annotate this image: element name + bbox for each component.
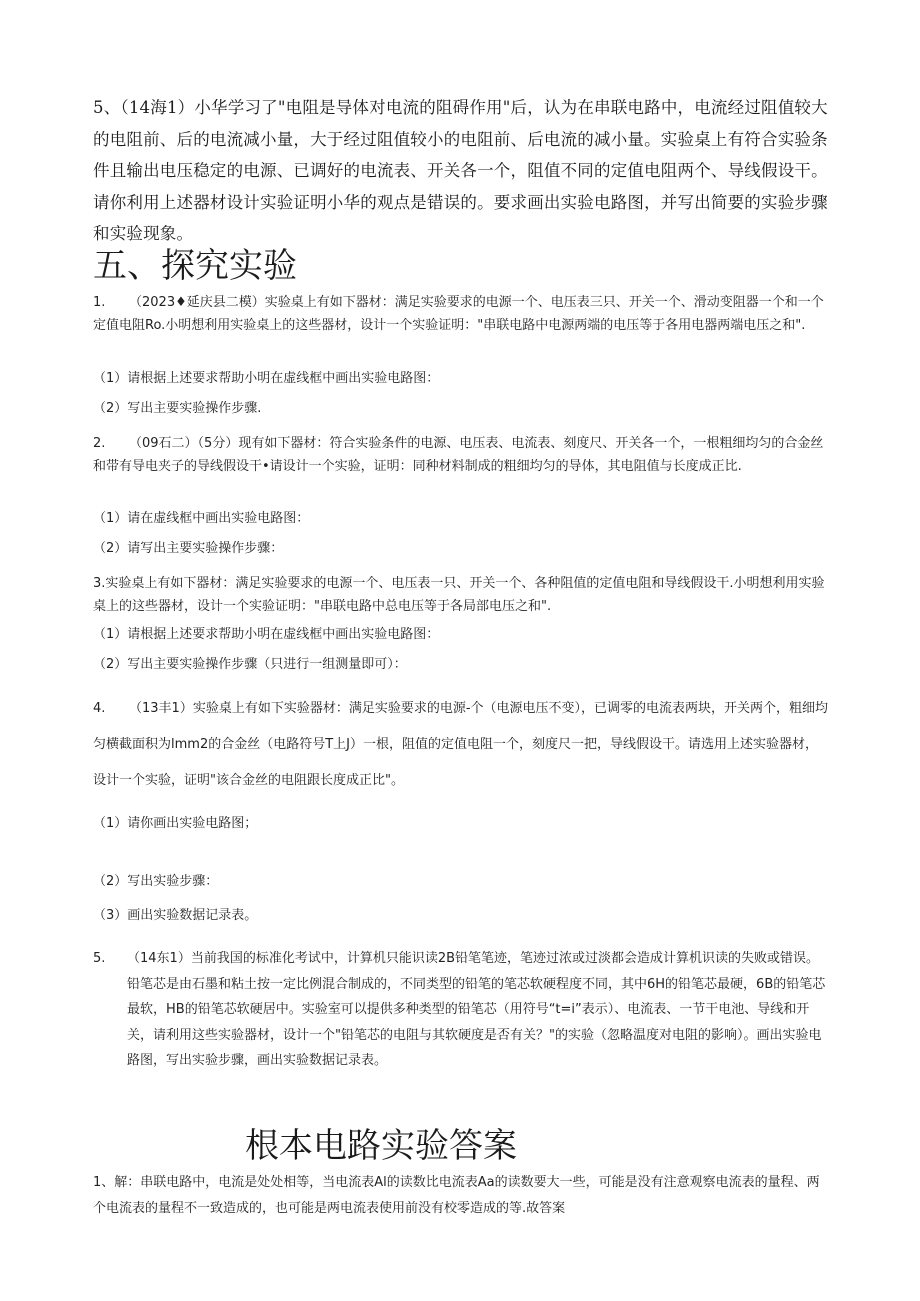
question-4 bbox=[93, 691, 828, 799]
question-1 bbox=[93, 291, 828, 337]
question-3-sub-1: （1）请根据上述要求帮助小明在虚线框中画出实验电路图： bbox=[93, 627, 440, 642]
question-1-sub-2: （2）写出主要实验操作步骤. bbox=[93, 401, 262, 416]
question-5-number: 5. bbox=[93, 951, 106, 966]
question-4-sub-3: （3）画出实验数据记录表。 bbox=[93, 908, 258, 923]
problem-5-paragraph: 5、（14海1）小华学习了"电阻是导体对电流的阻碍作用"后，认为在串联电路中，电流经过阻值较大的电阻前、后的电流减小量，大于经过阻值较小的电阻前、后电流的减小量。实验桌上有符合实验条件且输出电压稳定的电源、已调好的电流表、开关各一个，阻值不同的定值电阻两个、导线假设干。请你利用上述器材设计实验证明小华的观点是错误的。要求画出实验电路图，并写出简要的实验步骤和实验现象。 bbox=[93, 98, 828, 243]
question-2-sub-1: （1）请在虚线框中画出实验电路图： bbox=[93, 511, 310, 526]
question-5-text: （14东1）当前我国的标准化考试中，计算机只能识读2B铅笔笔迹，笔迹过浓或过淡都会造成计算机识读的失败或错误。铅笔芯是由石墨和粘土按一定比例混合制成的，不同类型的铅笔的笔芯软硬程度不同，其中6H的铅笔芯最硬，6B的铅笔芯最软，HB的铅笔芯软硬居中。实验室可以提供多种类型的铅笔芯（用符号“t=i”表示）、电流表、一节干电池、导线和开关，请利用这些实验器材，设计一个"铅笔芯的电阻与其软硬度是否有关？"的实验（忽略温度对电阻的影响）。画出实验电路图，写出实验步骤，画出实验数据记录表。 bbox=[127, 951, 826, 1068]
question-2-sub-2: （2）请写出主要实验操作步骤： bbox=[93, 541, 284, 556]
question-5 bbox=[93, 946, 828, 1074]
question-1-sub-1: （1）请根据上述要求帮助小明在虚线框中画出实验电路图： bbox=[93, 371, 440, 386]
question-3: 3.实验桌上有如下器材：满足实验要求的电源一个、电压表一只、开关一个、各种阻值的定值电阻和导线假设干.小明想利用实验桌上的这些器材，设计一个实验证明："串联电路中总电压等于各局部电压之和". bbox=[93, 576, 825, 614]
answer-heading: 根本电路实验答案 bbox=[245, 1126, 517, 1166]
question-4-sub-1: （1）请你画出实验电路图； bbox=[93, 816, 258, 831]
question-2-text: （09石二）（5分）现有如下器材：符合实验条件的电源、电压表、电流表、刻度尺、开关各一个，一根粗细均匀的合金丝和带有导电夹子的导线假设干•请设计一个实验，证明：同种材料制成的粗细均匀的导体，其电阻值与长度成正比. bbox=[93, 436, 824, 474]
question-4-text: （13丰1）实验桌上有如下实验器材：满足实验要求的电源-个（电源电压不变），已调零的电流表两块，开关两个，粗细均匀横截面积为lmm2的合金丝（电路符号T上J）一根，阻值的定值电阻一个，刻度尺一把，导线假设干。请选用上述实验器材，设计一个实验，证明"该合金丝的电阻跟长度成正比"。 bbox=[93, 701, 829, 788]
question-1-number: 1. bbox=[93, 295, 106, 310]
question-2 bbox=[93, 432, 828, 478]
question-4-sub-2: （2）写出实验步骤： bbox=[93, 874, 219, 889]
section-heading: 五、探究实验 bbox=[93, 246, 297, 286]
question-2-number: 2. bbox=[93, 436, 106, 451]
answer-1-text: 1、解：串联电路中，电流是处处相等，当电流表Al的读数比电流表Aa的读数要大一些，可能是没有注意观察电流表的量程、两个电流表的量程不一致造成的，也可能是两电流表使用前没有校零造成的等.故答案 bbox=[93, 1175, 820, 1216]
question-4-number: 4. bbox=[93, 701, 106, 716]
question-1-text: （2023♦延庆县二模）实验桌上有如下器材：满足实验要求的电源一个、电压表三只、开关一个、滑动变阻器一个和一个定值电阻Ro.小明想利用实验桌上的这些器材，设计一个实验证明："串联电路中电源两端的电压等于各用电器两端电压之和". bbox=[93, 295, 824, 333]
question-3-sub-2: （2）写出主要实验操作步骤（只进行一组测量即可）： bbox=[93, 657, 407, 672]
